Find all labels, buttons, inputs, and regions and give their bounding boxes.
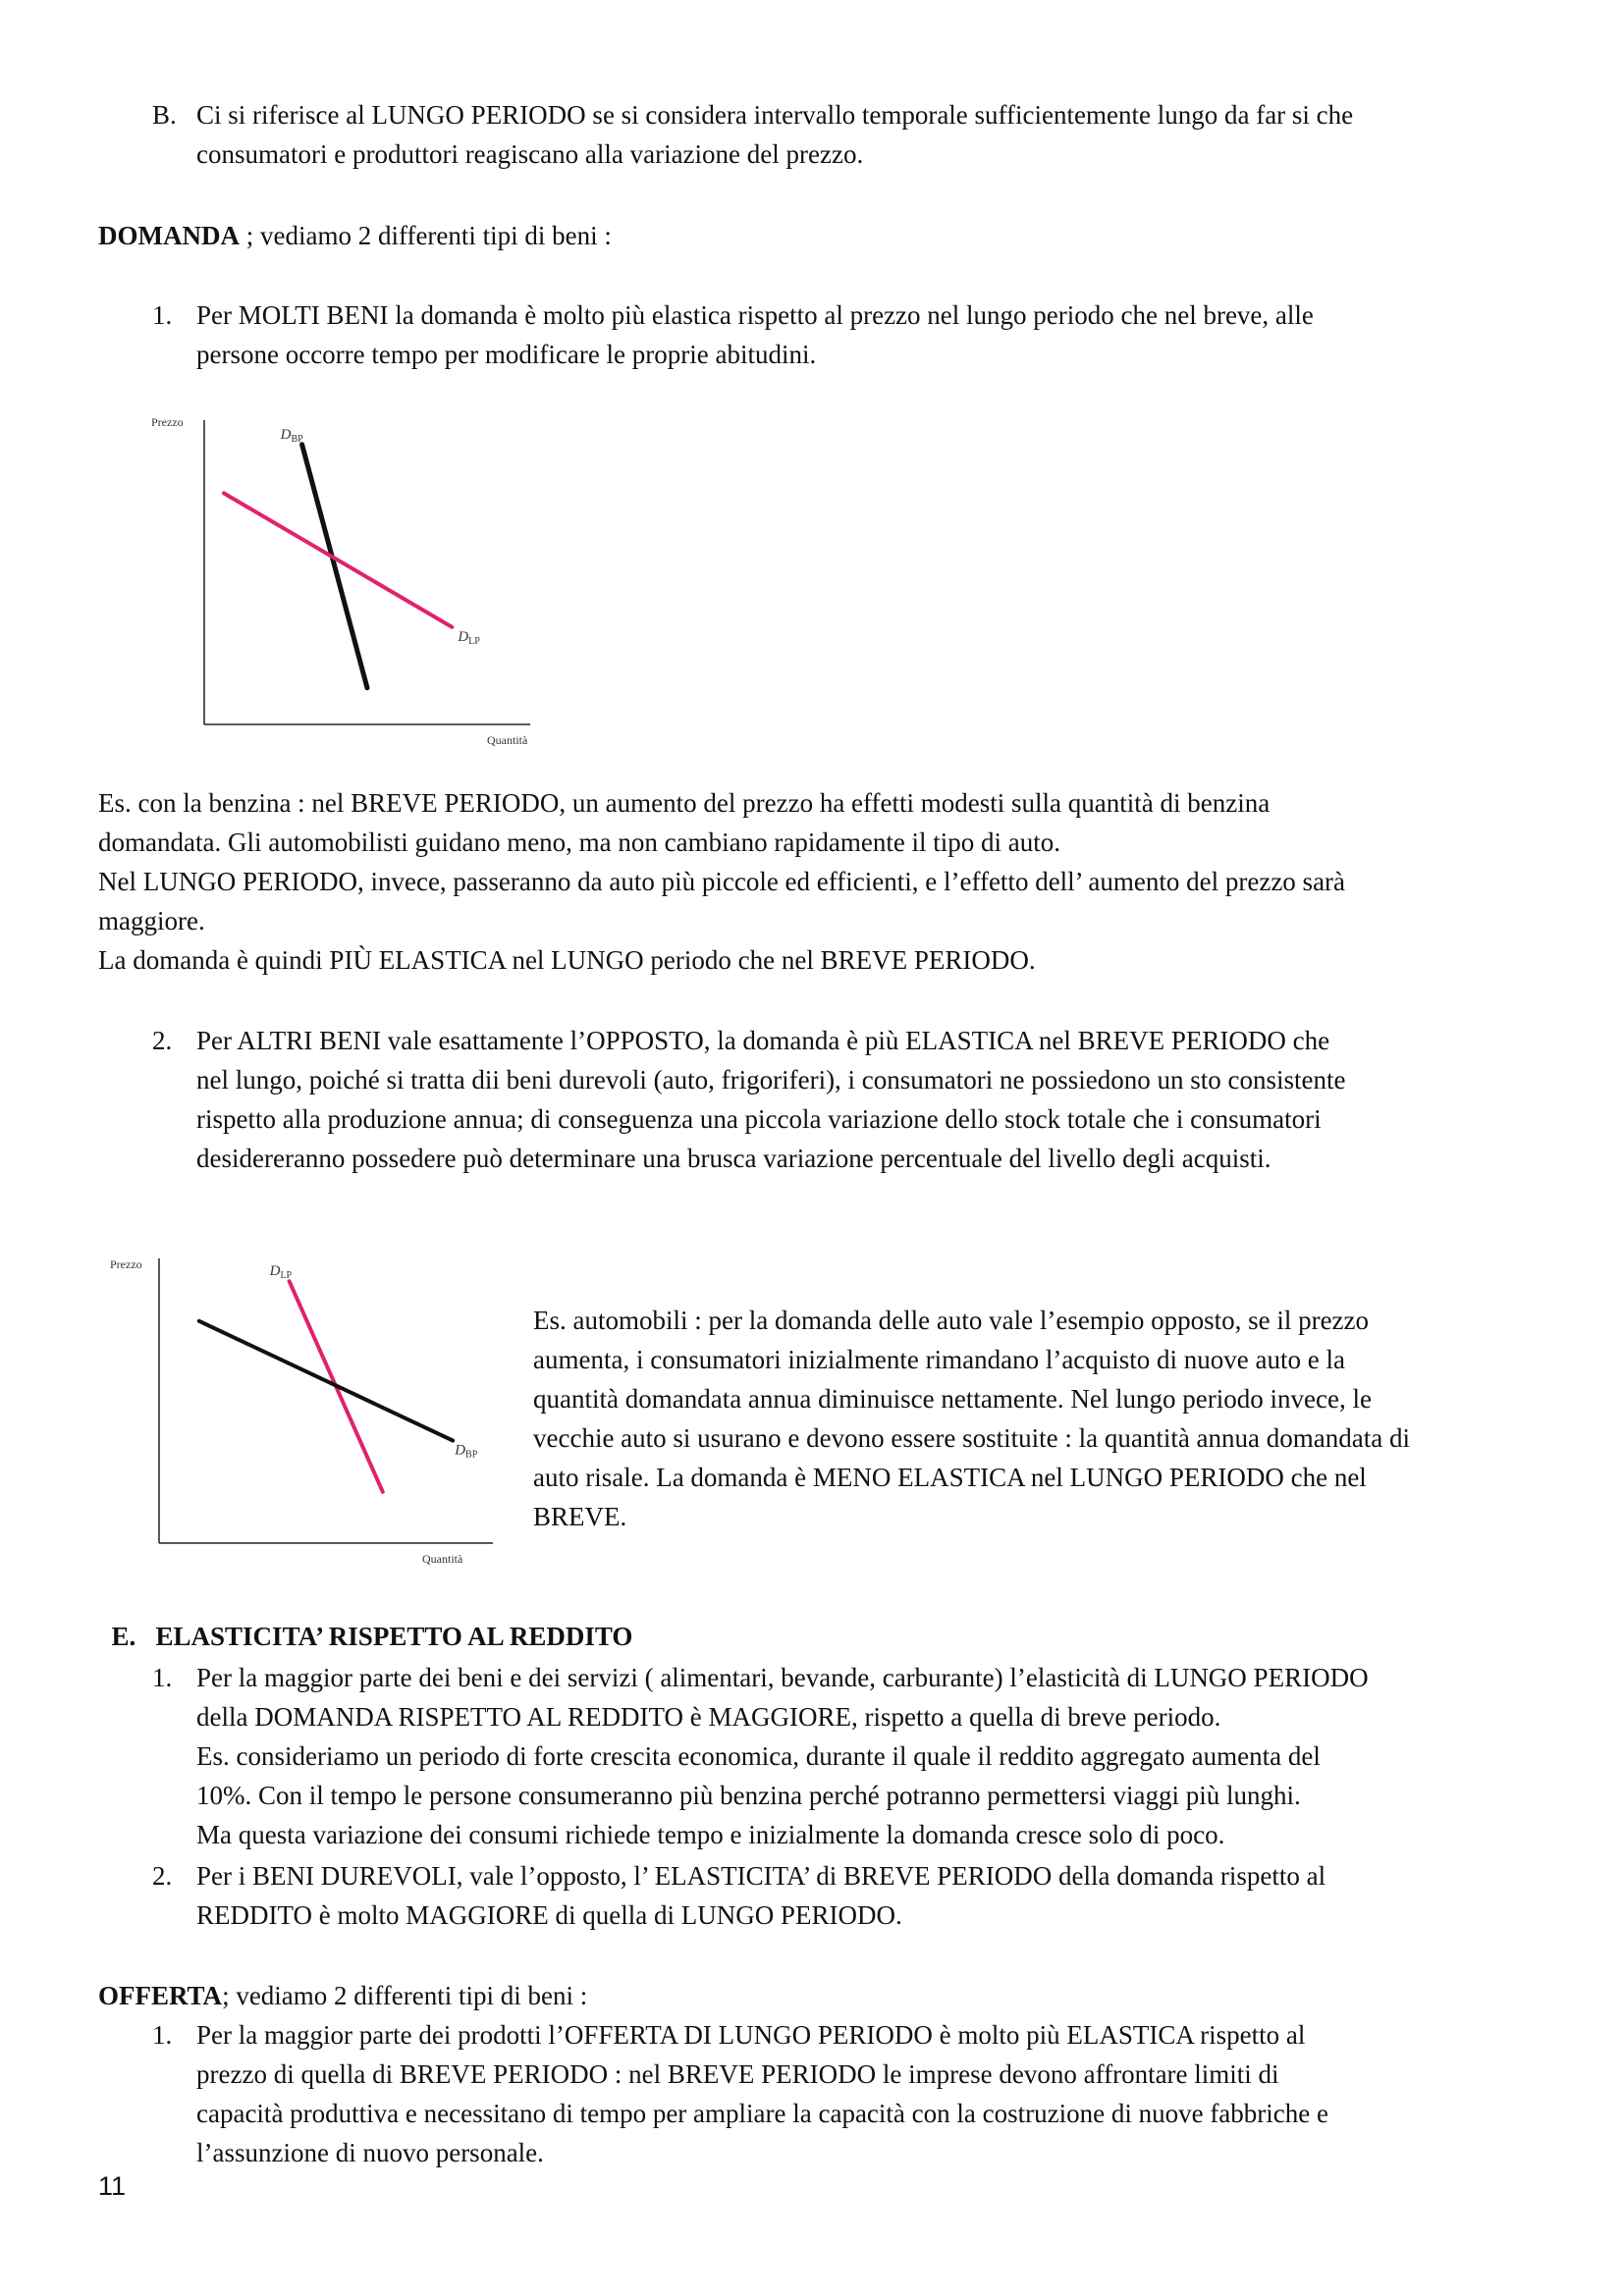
text-line: persone occorre tempo per modificare le proprie abitudini. bbox=[196, 340, 817, 369]
text-line: quantità domandata annua diminuisce nettamente. Nel lungo periodo invece, le bbox=[533, 1384, 1372, 1414]
text-line: Es. automobili : per la domanda delle auto vale l’esempio opposto, se il prezzo bbox=[533, 1306, 1370, 1335]
text-line: prezzo di quella di BREVE PERIODO : nel BREVE PERIODO le imprese devono affrontare limiti di bbox=[196, 2059, 1279, 2089]
text-line: Per i BENI DUREVOLI, vale l’opposto, l’ ELASTICITA’ di BREVE PERIODO della domanda rispetto al bbox=[196, 1861, 1326, 1891]
text-line: Ma questa variazione dei consumi richiede tempo e inizialmente la domanda cresce solo di poco. bbox=[196, 1820, 1225, 1849]
heading-title: OFFERTA bbox=[98, 1981, 223, 2010]
text-line: maggiore. bbox=[98, 906, 205, 935]
list-item-text bbox=[196, 1658, 1369, 1854]
list-item-text bbox=[196, 95, 1353, 174]
text-line: della DOMANDA RISPETTO AL REDDITO è MAGGIORE, rispetto a quella di breve periodo. bbox=[196, 1702, 1221, 1732]
x-axis-label: Quantità bbox=[487, 733, 528, 747]
text-line: capacità produttiva e necessitano di tempo per ampliare la capacità con la costruzione di nuove fabbriche e bbox=[196, 2099, 1328, 2128]
text-line: desidereranno possedere può determinare una brusca variazione percentuale del livello degli acquisti. bbox=[196, 1144, 1271, 1173]
series-label-d-bp bbox=[280, 427, 304, 445]
text-line: l’assunzione di nuovo personale. bbox=[196, 2138, 544, 2167]
text-line: rispetto alla produzione annua; di conseguenza una piccola variazione dello stock totale che i consumatori bbox=[196, 1104, 1322, 1134]
list-marker: B. bbox=[152, 100, 177, 130]
y-axis-label: Prezzo bbox=[151, 415, 184, 429]
list-item-molti-beni bbox=[152, 295, 1527, 374]
list-item-text bbox=[196, 295, 1314, 374]
text-line: Ci si riferisce al LUNGO PERIODO se si considera intervallo temporale sufficientemente lungo da far si che bbox=[196, 100, 1354, 130]
demand-chart-durable-goods bbox=[108, 1249, 520, 1573]
text-line: Nel LUNGO PERIODO, invece, passeranno da auto più piccole ed efficienti, e l’effetto dell’ aumento del prezzo sarà bbox=[98, 867, 1346, 896]
text-line: domandata. Gli automobilisti guidano meno, ma non cambiano rapidamente il tipo di auto. bbox=[98, 828, 1061, 857]
y-axis-label: Prezzo bbox=[110, 1257, 142, 1271]
text-line: Per la maggior parte dei beni e dei servizi ( alimentari, bevande, carburante) l’elasticità di LUNGO PERIODO bbox=[196, 1663, 1369, 1692]
demand-chart-short-vs-long bbox=[137, 412, 560, 756]
series-label-d-lp bbox=[269, 1263, 293, 1281]
paragraph-benzina bbox=[98, 783, 1542, 980]
list-marker: 1. bbox=[152, 1663, 173, 1692]
section-heading-elasticita-reddito bbox=[98, 1577, 632, 1656]
list-item-altri-beni bbox=[152, 1021, 1527, 1178]
list-marker: 2. bbox=[152, 1861, 173, 1891]
section-heading-offerta bbox=[98, 1976, 587, 2015]
heading-title: E. ELASTICITA’ RISPETTO AL REDDITO bbox=[111, 1622, 633, 1651]
page-number: 11 bbox=[98, 2171, 127, 2201]
series-label-subscript: BP bbox=[291, 433, 303, 445]
text-line: aumenta, i consumatori inizialmente rimandano l’acquisto di nuove auto e la bbox=[533, 1345, 1345, 1374]
heading-subtitle: ; vediamo 2 differenti tipi di beni : bbox=[239, 221, 612, 250]
series-label-d-bp bbox=[454, 1443, 478, 1461]
text-line: consumatori e produttori reagiscano alla variazione del prezzo. bbox=[196, 139, 864, 169]
series-line-d-bp bbox=[199, 1321, 453, 1441]
text-line: nel lungo, poiché si tratta dii beni durevoli (auto, frigoriferi), i consumatori ne possiedono un sto consistente bbox=[196, 1065, 1346, 1095]
text-line: Es. con la benzina : nel BREVE PERIODO, un aumento del prezzo ha effetti modesti sulla quantità di benzina bbox=[98, 788, 1271, 818]
text-line: Per la maggior parte dei prodotti l’OFFERTA DI LUNGO PERIODO è molto più ELASTICA rispetto al bbox=[196, 2020, 1306, 2050]
series-label-d-lp bbox=[457, 629, 480, 647]
series-label-main: D bbox=[458, 628, 469, 645]
series-label-subscript: BP bbox=[465, 1449, 478, 1461]
section-heading-domanda bbox=[98, 216, 612, 255]
text-line: 10%. Con il tempo le persone consumeranno più benzina perché potranno permettersi viaggi più lunghi. bbox=[196, 1781, 1301, 1810]
list-item-text bbox=[196, 2015, 1328, 2172]
text-line: Per ALTRI BENI vale esattamente l’OPPOSTO, la domanda è più ELASTICA nel BREVE PERIODO che bbox=[196, 1026, 1330, 1055]
series-label-subscript: LP bbox=[468, 635, 480, 647]
text-line: La domanda è quindi PIÙ ELASTICA nel LUNGO periodo che nel BREVE PERIODO. bbox=[98, 945, 1036, 975]
list-item-text bbox=[196, 1856, 1325, 1935]
heading-subtitle: ; vediamo 2 differenti tipi di beni : bbox=[222, 1981, 588, 2010]
list-item-text bbox=[196, 1021, 1346, 1178]
heading-title: DOMANDA bbox=[98, 221, 240, 250]
list-item-b bbox=[152, 95, 1527, 174]
list-item-offerta-1 bbox=[152, 2015, 1537, 2172]
text-line: Es. consideriamo un periodo di forte crescita economica, durante il quale il reddito aggregato aumenta del bbox=[196, 1741, 1321, 1771]
series-line-d-lp bbox=[224, 493, 452, 626]
text-line: Per MOLTI BENI la domanda è molto più elastica rispetto al prezzo nel lungo periodo che nel breve, alle bbox=[196, 300, 1314, 330]
series-label-main: D bbox=[280, 426, 292, 443]
list-item-reddito-2 bbox=[152, 1856, 1537, 1935]
series-line-d-bp bbox=[302, 445, 367, 688]
list-item-reddito-1 bbox=[152, 1658, 1537, 1854]
text-line: vecchie auto si usurano e devono essere sostituite : la quantità annua domandata di bbox=[533, 1423, 1410, 1453]
paragraph-automobili bbox=[533, 1301, 1564, 1536]
list-marker: 2. bbox=[152, 1026, 173, 1055]
text-line: REDDITO è molto MAGGIORE di quella di LUNGO PERIODO. bbox=[196, 1900, 902, 1930]
series-label-main: D bbox=[269, 1263, 281, 1280]
list-marker: 1. bbox=[152, 2020, 173, 2050]
text-line: auto risale. La domanda è MENO ELASTICA nel LUNGO PERIODO che nel bbox=[533, 1463, 1367, 1492]
series-label-main: D bbox=[455, 1442, 466, 1459]
list-marker: 1. bbox=[152, 300, 173, 330]
series-label-subscript: LP bbox=[280, 1270, 293, 1282]
x-axis-label: Quantità bbox=[422, 1552, 463, 1566]
text-line: BREVE. bbox=[533, 1502, 627, 1531]
